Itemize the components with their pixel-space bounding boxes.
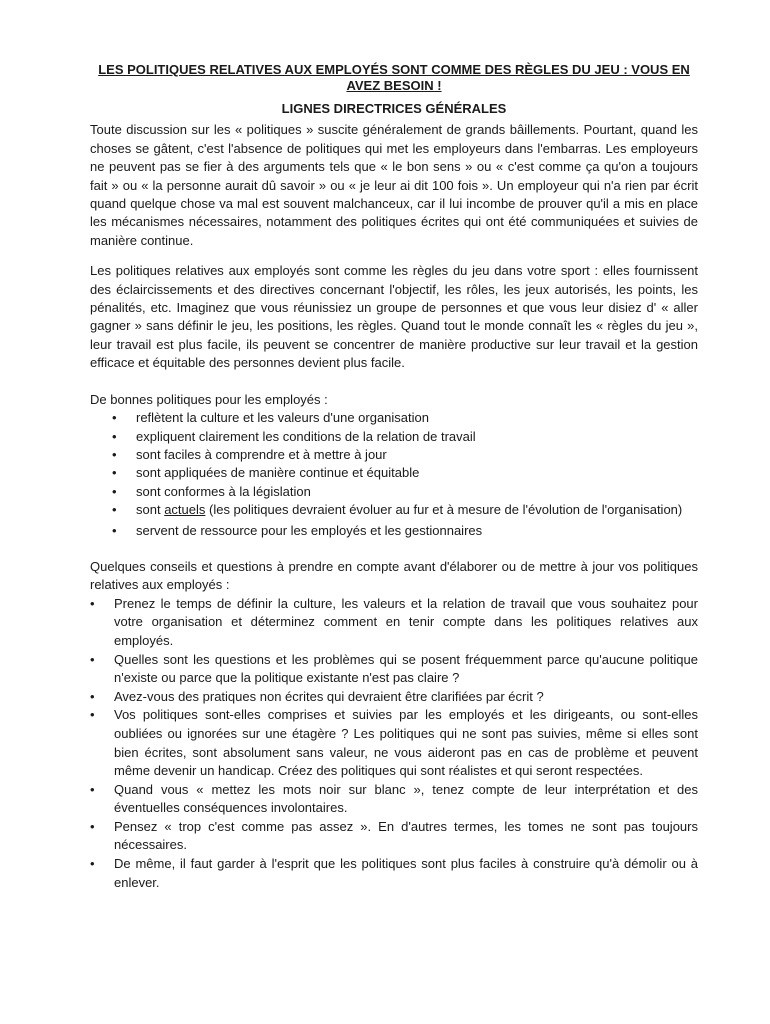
- list-item: • sont faciles à comprendre et à mettre à jour: [90, 446, 698, 464]
- list-item: • Quelles sont les questions et les problèmes qui se posent fréquemment parce qu'aucune politique n'existe ou parce que la politique existante n'est pas claire ?: [90, 651, 698, 686]
- bullet-icon: •: [112, 522, 117, 538]
- list-item: • reflètent la culture et les valeurs d'une organisation: [90, 409, 698, 427]
- list-item: • Vos politiques sont-elles comprises et suivies par les employés et les dirigeants, ou sont-elles oubliées ou ignorées sur une étagère ? Les politiques qui ne sont pas suivies, même si elles sont bien écrites, sont absolument sans valeur, ne vous aideront pas en cas de problème et peuvent même devenir un handicap. Créez des politiques qui sont réalistes et qui seront respectées.: [90, 707, 698, 779]
- list-item: • Prenez le temps de définir la culture, les valeurs et la relation de travail que vous souhaitez pour votre organisation et déterminez comment en tenir compte dans les politiques relatives aux employés.: [90, 595, 698, 648]
- good-policies-list: [90, 409, 698, 540]
- rules-paragraph: Les politiques relatives aux employés sont comme les règles du jeu dans votre sport : elles fournissent des éclaircissements et des directives concernant l'objectif, les rôles, les jeux autorisés, les points, les pénalités, etc. Imaginez que vous réunissiez un groupe de personnes et que vous leur disiez d' « aller gagner » sans définir le jeu, les positions, les règles. Quand tout le monde connaît les « règles du jeu », leur travail est plus facile, ils peuvent se concentrer de manière productive sur leur travail et la gestion efficace et équitable des personnes devient plus facile.: [90, 263, 698, 371]
- list-item: • sont conformes à la législation: [90, 483, 698, 501]
- bullet-icon: •: [112, 483, 117, 499]
- bullet-icon: •: [90, 781, 95, 797]
- list-item: • Avez-vous des pratiques non écrites qui devraient être clarifiées par écrit ?: [90, 688, 698, 707]
- list-item: • expliquent clairement les conditions de la relation de travail: [90, 428, 698, 446]
- document-subtitle: LIGNES DIRECTRICES GÉNÉRALES: [281, 101, 507, 116]
- tips-intro: Quelques conseils et questions à prendre en compte avant d'élaborer ou de mettre à jour vos politiques relatives aux employés :: [90, 558, 698, 593]
- list-item: • sont appliquées de manière continue et équitable: [90, 464, 698, 482]
- document-title: LES POLITIQUES RELATIVES AUX EMPLOYÉS SONT COMME DES RÈGLES DU JEU : VOUS EN AVEZ BESOIN !: [98, 62, 690, 93]
- good-policies-intro: De bonnes politiques pour les employés :: [90, 391, 328, 407]
- bullet-icon: •: [90, 651, 95, 667]
- bullet-icon: •: [90, 688, 95, 704]
- list-item: • sont actuels (les politiques devraient évoluer au fur et à mesure de l'évolution de l'organisation): [90, 501, 698, 519]
- bullet-icon: •: [90, 595, 95, 611]
- bullet-icon: •: [112, 465, 117, 481]
- bullet-icon: •: [112, 428, 117, 444]
- list-item: • Quand vous « mettez les mots noir sur blanc », tenez compte de leur interprétation et des éventuelles conséquences involontaires.: [90, 781, 698, 816]
- bullet-icon: •: [90, 856, 95, 872]
- tips-list: [90, 595, 698, 893]
- bullet-icon: •: [90, 707, 95, 723]
- list-item: • De même, il faut garder à l'esprit que les politiques sont plus faciles à construire qu'à démolir ou à enlever.: [90, 856, 698, 890]
- bullet-icon: •: [90, 818, 95, 834]
- list-item: • servent de ressource pour les employés et les gestionnaires: [90, 522, 698, 540]
- list-item: • Pensez « trop c'est comme pas assez ». En d'autres termes, les tomes ne sont pas toujours nécessaires.: [90, 818, 698, 853]
- bullet-icon: •: [112, 502, 117, 518]
- bullet-icon: •: [112, 410, 117, 426]
- underlined-word: actuels: [164, 502, 206, 518]
- bullet-icon: •: [112, 446, 117, 462]
- intro-paragraph: Toute discussion sur les « politiques » suscite généralement de grands bâillements. Pourtant, quand les choses se gâtent, c'est l'absence de politiques qui met les employeurs dans l'embarras. Les employeurs ne peuvent pas se fier à des arguments tels que « le bon sens » ou « c'est comme ça qu'on a toujours fait » ou « la personne aurait dû savoir » ou « je leur ai dit 100 fois ». Un employeur qui n'a rien par écrit quand quelque chose va mal est souvent malchanceux, car il lui incombe de prouver qu'il a mis en place les mécanismes nécessaires, notamment des politiques écrites qui ont été communiquées et suivies de manière continue.: [90, 122, 698, 248]
